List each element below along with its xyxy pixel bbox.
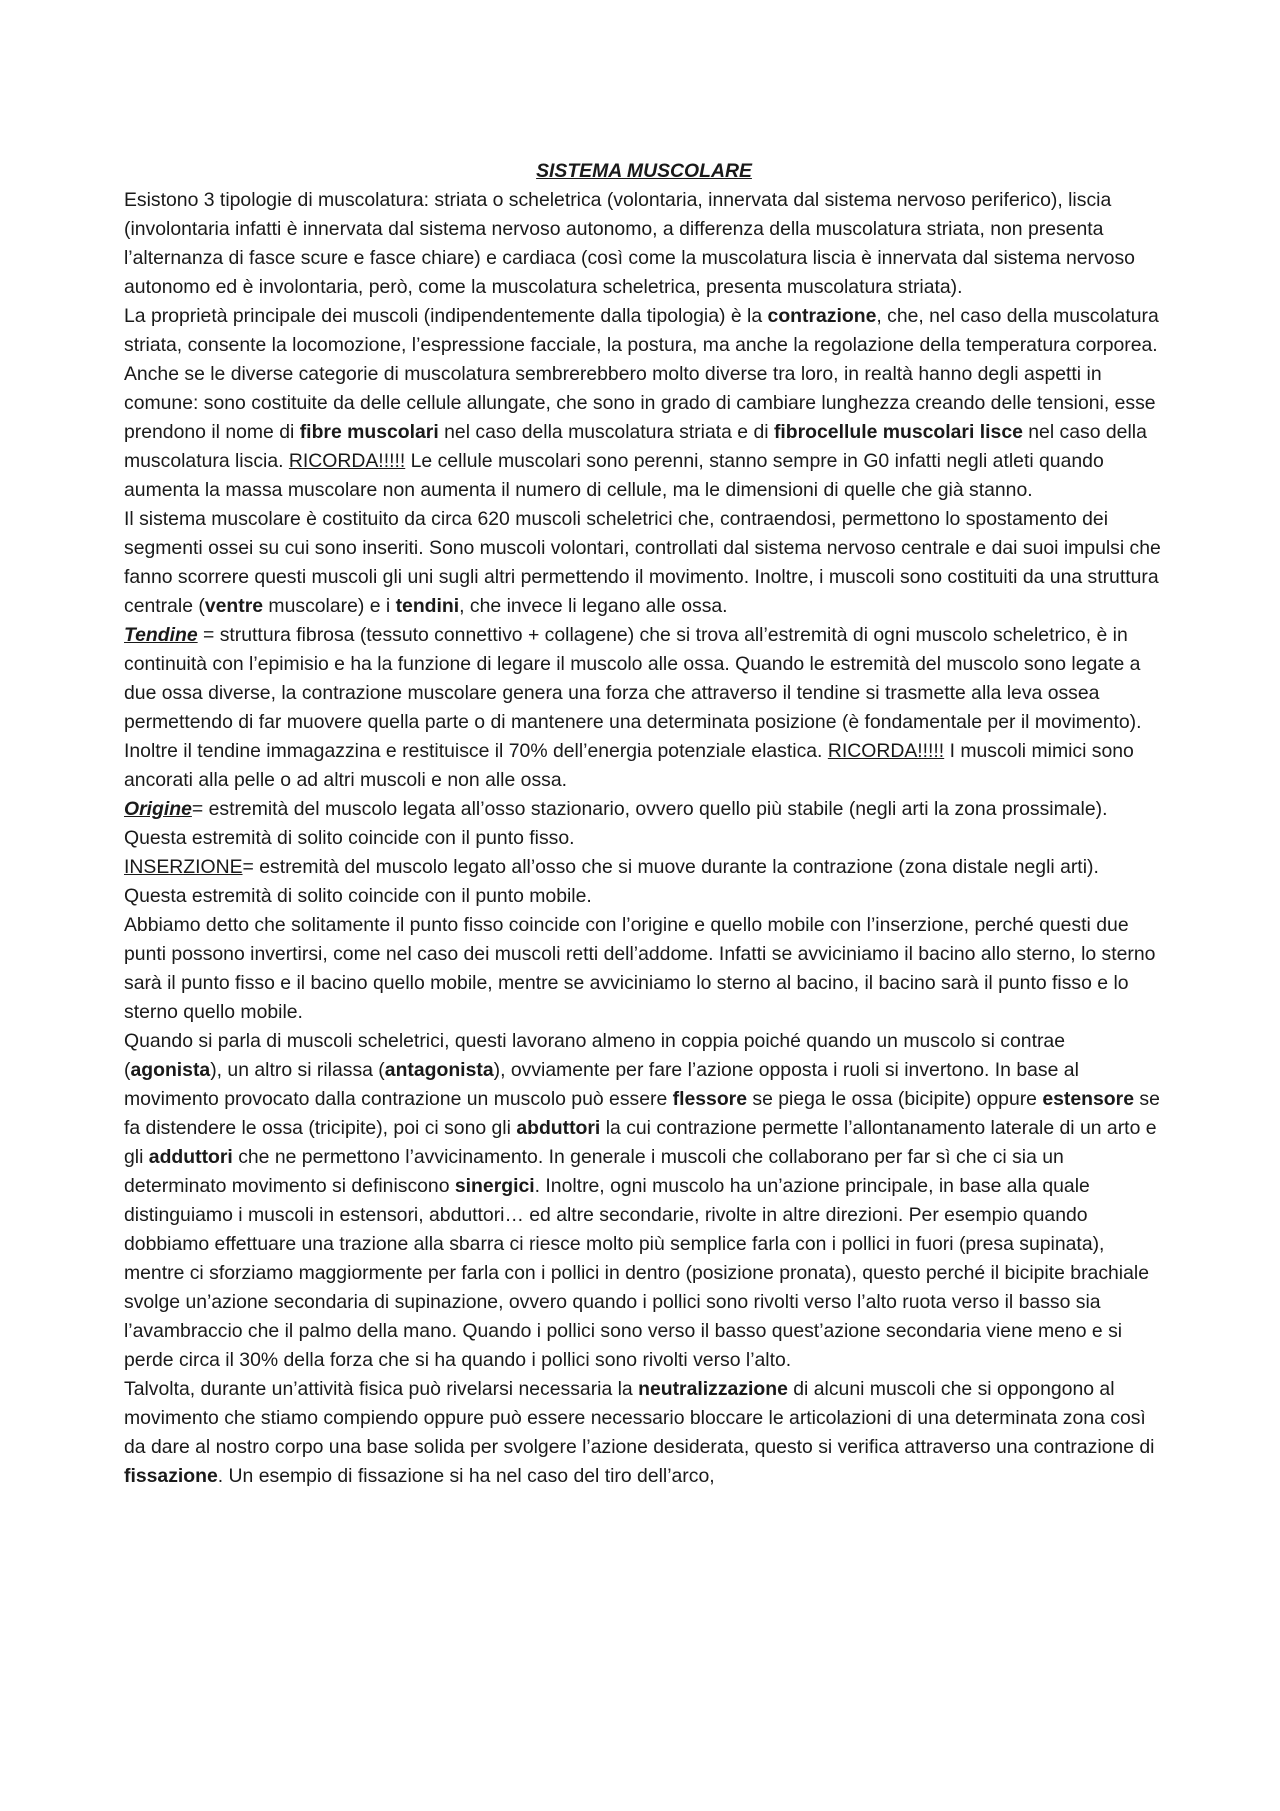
text-run: La proprietà principale dei muscoli (indipendentemente dalla tipologia) è la — [124, 305, 768, 327]
bold-term: antagonista — [384, 1059, 494, 1081]
paragraph-contraction — [124, 302, 1164, 505]
bold-term: contrazione — [767, 305, 877, 327]
document-page — [124, 157, 1164, 1491]
text-run: , che invece li legano alle ossa. — [459, 595, 728, 617]
text-run: Il sistema muscolare è costituito da circa 620 muscoli scheletrici che, contraendosi, permettono lo spostamento dei segmenti ossei su cui sono inseriti. Sono muscoli volontari, controllati dal sistema nervoso centrale e dai suoi impulsi che fanno scorrere questi muscoli gli uni sugli altri permettendo il movimento. Inoltre, i muscoli sono costituiti da una struttura centrale ( — [124, 508, 1161, 617]
text-run: = struttura fibrosa (tessuto connettivo + collagene) che si trova all’estremità di ogni muscolo scheletrico, è in continuità con l’epimisio e ha la funzione di legare il muscolo alle ossa. Quando le estremità del muscolo sono legate a due ossa diverse, la contrazione muscolare genera una forza che attraverso il tendine si trasmette alla leva ossea permettendo di far muovere quella parte o di mantenere una determinata posizione (è fondamentale per il movimento). Inoltre il tendine immagazzina e restituisce il 70% dell’energia potenziale elastica. — [124, 624, 1142, 762]
text-run: ), un altro si rilassa ( — [210, 1059, 385, 1081]
text-run: = estremità del muscolo legata all’osso stazionario, ovvero quello più stabile (negli arti la zona prossimale). Questa estremità di solito coincide con il punto fisso. — [124, 798, 1108, 849]
text-run: che ne permettono l’avvicinamento. In generale i muscoli che collaborano per far sì che ci sia un determinato movimento si definiscono — [124, 1146, 1064, 1197]
text-run: la cui contrazione permette l’allontanamento laterale di un arto e gli — [124, 1117, 1157, 1168]
definition-term: INSERZIONE — [124, 856, 243, 878]
paragraph-fixed-mobile-points: Abbiamo detto che solitamente il punto fisso coincide con l’origine e quello mobile con l’inserzione, perché questi due punti possono invertirsi, come nel caso dei muscoli retti dell’addome. Infatti se avviciniamo il bacino allo sterno, lo sterno sarà il punto fisso e il bacino quello mobile, mentre se avviciniamo lo sterno al bacino, il bacino sarà il punto fisso e lo sterno quello mobile. — [124, 914, 1156, 1023]
text-run: Talvolta, durante un’attività fisica può rivelarsi necessaria la — [124, 1378, 639, 1400]
paragraph-tendine — [124, 621, 1164, 795]
bold-term: neutralizzazione — [638, 1378, 788, 1400]
bold-term: estensore — [1042, 1088, 1134, 1110]
bold-term: agonista — [130, 1059, 211, 1081]
bold-term: sinergici — [454, 1175, 535, 1197]
definition-term: Origine — [124, 798, 192, 820]
text-run: nel caso della muscolatura liscia. — [124, 421, 1147, 472]
text-run: Le cellule muscolari sono perenni, stanno sempre in G0 infatti negli atleti quando aumenta la massa muscolare non aumenta il numero di cellule, ma le dimensioni di quelle che già stanno. — [124, 450, 1104, 501]
document-title: SISTEMA MUSCOLARE — [536, 160, 752, 182]
reminder-label: RICORDA!!!!! — [288, 450, 406, 472]
text-run: ), ovviamente per fare l’azione opposta i ruoli si invertono. In base al movimento provocato dalla contrazione un muscolo può essere — [124, 1059, 1079, 1110]
text-run: . Inoltre, ogni muscolo ha un’azione principale, in base alla quale distinguiamo i muscoli in estensori, abduttori… ed altre secondarie, rivolte in altre direzioni. Per esempio quando dobbiamo effettuare una trazione alla sbarra ci riesce molto più semplice farla con i pollici in fuori (presa supinata), mentre ci sforziamo maggiormente per farla con i pollici in dentro (posizione pronata), questo perché il bicipite brachiale svolge un’azione secondaria di supinazione, ovvero quando i pollici sono rivolti verso l’alto ruota verso il basso sia l’avambraccio che il palmo della mano. Quando i pollici sono verso il basso quest’azione secondaria viene meno e si perde circa il 30% della forza che si ha quando i pollici sono rivolti verso l’alto. — [124, 1175, 1149, 1371]
text-run: se piega le ossa (bicipite) oppure — [747, 1088, 1043, 1110]
text-run: I muscoli mimici sono ancorati alla pelle o ad altri muscoli e non alle ossa. — [124, 740, 1134, 791]
bold-term: fibre muscolari — [299, 421, 439, 443]
paragraph-origine — [124, 795, 1164, 853]
paragraph-inserzione — [124, 853, 1164, 911]
text-run: muscolare) e i — [263, 595, 396, 617]
text-run: se fa distendere le ossa (tricipite), poi ci sono gli — [124, 1088, 1160, 1139]
text-run: di alcuni muscoli che si oppongono al movimento che stiamo compiendo oppure può essere necessario bloccare le articolazioni di una determinata zona così da dare al nostro corpo una base solida per svolgere l’azione desiderata, questo si verifica attraverso una contrazione di — [124, 1378, 1155, 1458]
bold-term: tendini — [395, 595, 460, 617]
bold-term: abduttori — [516, 1117, 601, 1139]
bold-term: flessore — [672, 1088, 748, 1110]
bold-term: adduttori — [148, 1146, 233, 1168]
paragraph-muscle-types: Esistono 3 tipologie di muscolatura: striata o scheletrica (volontaria, innervata dal sistema nervoso periferico), liscia (involontaria infatti è innervata dal sistema nervoso autonomo, a differenza della muscolatura striata, non presenta l’alternanza di fasce scure e fasce chiare) e cardiaca (così come la muscolatura liscia è innervata dal sistema nervoso autonomo ed è involontaria, però, come la muscolatura scheletrica, presenta muscolatura striata). — [124, 189, 1135, 298]
text-run: , che, nel caso della muscolatura striata, consente la locomozione, l’espressione facciale, la postura, ma anche la regolazione della temperatura corporea. Anche se le diverse categorie di muscolatura sembrerebbero molto diverse tra loro, in realtà hanno degli aspetti in comune: sono costituite da delle cellule allungate, che sono in grado di cambiare lunghezza creando delle tensioni, esse prendono il nome di — [124, 305, 1159, 443]
paragraph-neutralization — [124, 1375, 1164, 1491]
bold-term: fibrocellule muscolari lisce — [773, 421, 1023, 443]
bold-term: ventre — [204, 595, 264, 617]
text-run: . Un esempio di fissazione si ha nel caso del tiro dell’arco, — [217, 1465, 715, 1487]
bold-term: fissazione — [124, 1465, 218, 1487]
text-run: nel caso della muscolatura striata e di — [438, 421, 774, 443]
paragraph-agonist-antagonist — [124, 1027, 1164, 1375]
text-run: Quando si parla di muscoli scheletrici, questi lavorano almeno in coppia poiché quando un muscolo si contrae ( — [124, 1030, 1065, 1081]
text-run: = estremità del muscolo legato all’osso che si muove durante la contrazione (zona distale negli arti). Questa estremità di solito coincide con il punto mobile. — [124, 856, 1099, 907]
reminder-label: RICORDA!!!!! — [827, 740, 945, 762]
definition-term: Tendine — [124, 624, 198, 646]
paragraph-muscular-system — [124, 505, 1164, 621]
